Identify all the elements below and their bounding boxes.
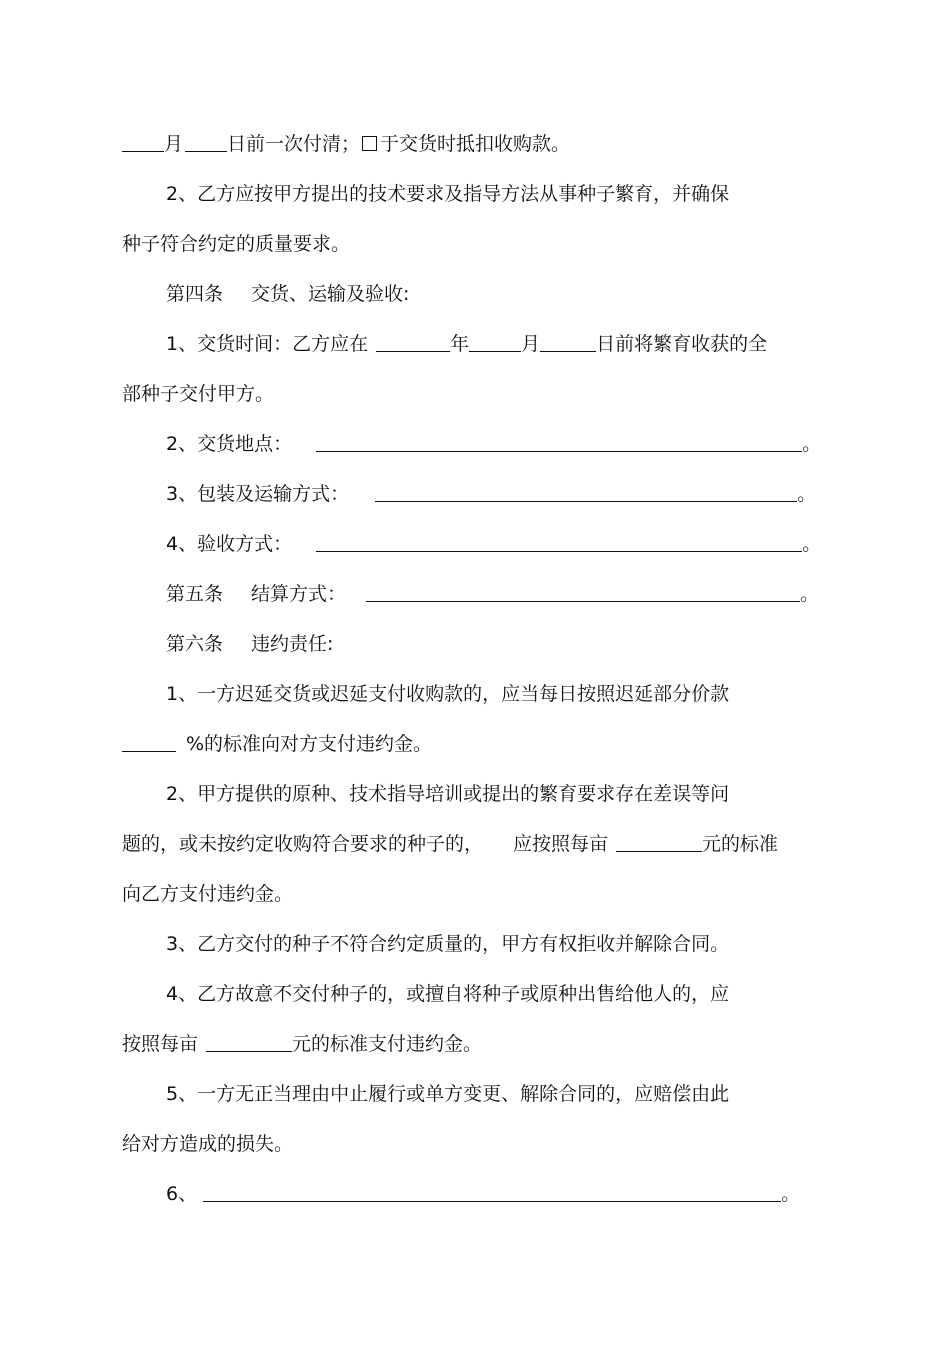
blank-field	[185, 133, 227, 152]
blank-field	[616, 833, 702, 852]
blank-field	[366, 583, 800, 602]
penalty-rate-line: %的标准向对方支付违约金。	[122, 732, 432, 756]
delivery-time-line: 1、交货时间：乙方应在 年 月 日前将繁育收获的全	[166, 333, 768, 355]
paragraph: 按照每亩 元的标准支付违约金。	[122, 1033, 483, 1055]
blank-field	[469, 333, 521, 352]
checkbox-icon[interactable]	[362, 136, 377, 151]
blank-field	[540, 333, 596, 352]
clause-6-line: 6、 。	[166, 1183, 801, 1205]
blank-field	[122, 733, 176, 752]
paragraph: 5、一方无正当理由中止履行或单方变更、解除合同的，应赔偿由此	[166, 1083, 730, 1105]
paragraph: 题的，或未按约定收购符合要求的种子的， 应按照每亩 元的标准	[122, 833, 779, 855]
paragraph: 向乙方支付违约金。	[122, 883, 294, 905]
paragraph: 2、甲方提供的原种、技术指导培训或提出的繁育要求存在差误等问	[166, 783, 730, 805]
article-heading: 第六条 违约责任:	[166, 633, 334, 655]
paragraph: 1、一方迟延交货或迟延支付收购款的，应当每日按照迟延部分价款	[166, 683, 730, 705]
article-heading: 第五条 结算方式： 。	[166, 583, 820, 605]
blank-field	[122, 133, 164, 152]
delivery-place-line: 2、交货地点： 。	[166, 433, 822, 455]
paragraph: 部种子交付甲方。	[122, 383, 275, 405]
blank-field	[316, 533, 802, 552]
blank-field	[376, 333, 450, 352]
blank-field	[375, 483, 797, 502]
payment-line: 月 日前一次付清； 于交货时抵扣收购款。	[122, 132, 570, 156]
blank-field	[203, 1183, 781, 1202]
packaging-line: 3、包装及运输方式： 。	[166, 483, 817, 505]
inspection-line: 4、验收方式： 。	[166, 533, 822, 555]
paragraph: 4、乙方故意不交付种子的，或擅自将种子或原种出售给他人的，应	[166, 983, 730, 1005]
blank-field	[206, 1033, 292, 1052]
paragraph: 种子符合约定的质量要求。	[122, 233, 351, 255]
paragraph: 2、乙方应按甲方提出的技术要求及指导方法从事种子繁育，并确保	[166, 183, 730, 205]
blank-field	[316, 433, 802, 452]
paragraph: 给对方造成的损失。	[122, 1133, 294, 1155]
article-heading: 第四条 交货、运输及验收:	[166, 283, 410, 305]
paragraph: 3、乙方交付的种子不符合约定质量的，甲方有权拒收并解除合同。	[166, 933, 730, 955]
